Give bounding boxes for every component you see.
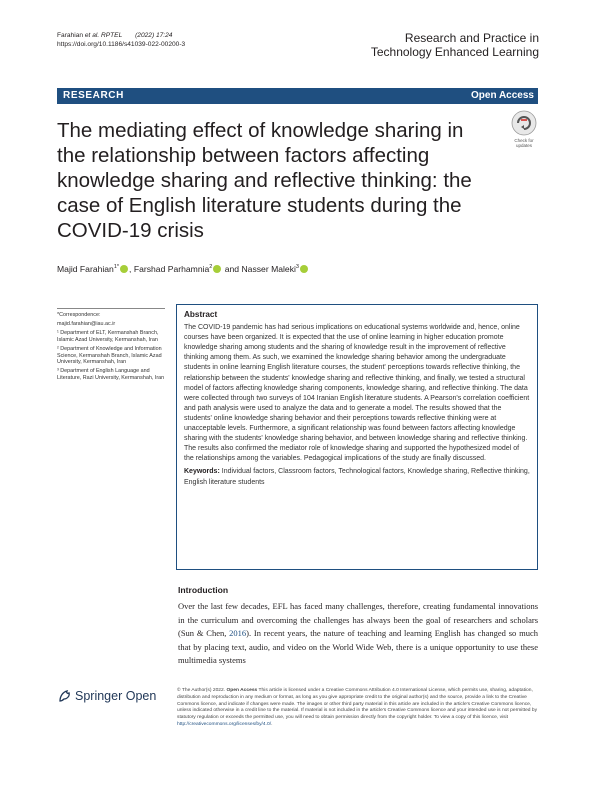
author-1[interactable]: Majid Farahian	[57, 264, 114, 274]
check-for-updates-text: Check for updates	[514, 138, 534, 148]
article-type-label: RESEARCH	[63, 90, 124, 101]
affiliations-divider	[57, 308, 165, 309]
license-copyright: © The Author(s) 2022.	[177, 688, 227, 693]
abstract-heading: Abstract	[184, 310, 218, 319]
correspondence-label: *Correspondence:	[57, 312, 101, 318]
abstract-box	[176, 304, 538, 570]
intro-text-2: ). In recent years, the nature of teaching and learning English has changed so much that by placing text, audio, and video on the World Wide Web, there is a unique opportunity to use these multimedia systems	[178, 628, 538, 665]
springer-open-logo	[57, 688, 156, 704]
license-link[interactable]: http://creativecommons.org/licenses/by/4.0/	[177, 721, 272, 727]
check-for-updates-icon	[509, 110, 539, 138]
logo-springer: Springer	[75, 689, 123, 703]
introduction-heading: Introduction	[178, 585, 229, 595]
affiliation-2: ² Department of Knowledge and Information Science, Kermanshah Branch, Islamic Azad University, Kermanshah, Iran	[57, 345, 162, 366]
logo-open: Open	[122, 689, 157, 703]
introduction-paragraph	[178, 600, 538, 668]
article-title: The mediating effect of knowledge sharing in the relationship between factors affecting knowledge sharing and reflective thinking: the case of English literature students during the COVID-19 crisis	[57, 119, 472, 242]
orcid-icon[interactable]	[213, 265, 221, 273]
citation-author: Farahian	[57, 32, 85, 39]
author-3-sup: 3	[295, 264, 299, 271]
journal-name-line1: Research and Practice in	[404, 31, 539, 45]
doi-link[interactable]: https://doi.org/10.1186/s41039-022-00200-3	[57, 41, 186, 48]
open-access-label: Open Access	[471, 90, 534, 101]
springer-horse-icon	[57, 688, 73, 704]
keywords-text: Individual factors, Classroom factors, Technological factors, Knowledge sharing, Reflective thinking, English literature students	[184, 468, 530, 486]
author-3[interactable]: and Nasser Maleki	[222, 264, 296, 274]
orcid-icon[interactable]	[120, 265, 128, 273]
affiliation-3: ³ Department of English Language and Literature, Razi University, Kermanshah, Iran	[57, 368, 165, 382]
author-1-sup: 1*	[113, 264, 120, 271]
orcid-icon[interactable]	[300, 265, 308, 273]
abstract-text: The COVID-19 pandemic has had serious implications on educational systems worldwide and, hence, online courses have been organized. It is expected that the use of online learning in higher education promote knowledge sharing among students and the sharing of knowledge result in the improvement of reflective thinking among them. As such, we examined the knowledge sharing behavior among the undergraduate students in online learning English literature courses, the student' perceptions towards reflective thinking, the relationship between the students' knowledge sharing and reflective thinking, and finally, we tested a structural model of factors affecting knowledge sharing components, knowledge sharing, and reflective thinking. The data were collected through two surveys of 104 Iranian English literature students. A Pearson's correlation coefficient and path analysis were used to analyze the data and to generate a model. The results showed that the students' online knowledge sharing behavior and their perceptions towards reflective thinking were at unacceptable levels. Furthermore, a significant relationship was found between factors affecting knowledge sharing with the students' knowledge sharing behavior, and between knowledge sharing and reflective thinking. The results also confirmed the mediator role of knowledge sharing and supported the hypothesized model of the relationships among the variables. Pedagogical implications of the study are finally discussed.	[184, 324, 530, 463]
article-type-bar	[57, 88, 538, 104]
keywords	[184, 467, 530, 487]
running-header-citation	[57, 31, 185, 49]
journal-name	[371, 31, 539, 59]
author-list	[57, 264, 309, 274]
check-for-updates-badge[interactable]	[509, 110, 539, 148]
affiliations-column	[57, 306, 165, 384]
license-open-access: Open Access	[226, 688, 258, 693]
affiliation-1: ¹ Department of ELT, Kermanshah Branch, Islamic Azad University, Kermanshah, Iran	[57, 329, 159, 343]
license-text: This article is licensed under a Creative Commons Attribution 4.0 International License, which permits use, sharing, adaptation, distribution and reproduction in any medium or format, as long as you give appropriate credit to the original author(s) and the source, provide a link to the Creative Commons licence, and indicate if changes were made. The images or other third party material in this article are included in the article's Creative Commons licence, unless indicated otherwise in a credit line to the material. If material is not included in the article's Creative Commons licence and your intended use is not permitted by statutory regulation or exceeds the permitted use, you will need to obtain permission directly from the copyright holder. To view a copy of this licence, visit	[177, 688, 538, 721]
author-2[interactable]: , Farshad Parhamnia	[129, 264, 210, 274]
citation-link[interactable]: 2016	[229, 628, 247, 638]
citation-year: (2022) 17:24	[135, 32, 173, 39]
author-2-sup: 2	[209, 264, 213, 271]
journal-name-line2: Technology Enhanced Learning	[370, 45, 539, 59]
keywords-label: Keywords:	[184, 468, 220, 476]
citation-etal: et al. RPTEL	[84, 32, 123, 39]
license-end: .	[271, 721, 273, 727]
intro-text-1: Over the last few decades, EFL has faced many challenges, therefore, creating fundamental innovations in the curriculum and overcoming the challenges has always been the goal of researchers and scholars (Sun & Chen,	[178, 601, 538, 638]
license-notice	[177, 688, 538, 729]
correspondence-email[interactable]: majid.farahian@iau.ac.ir	[57, 320, 116, 327]
